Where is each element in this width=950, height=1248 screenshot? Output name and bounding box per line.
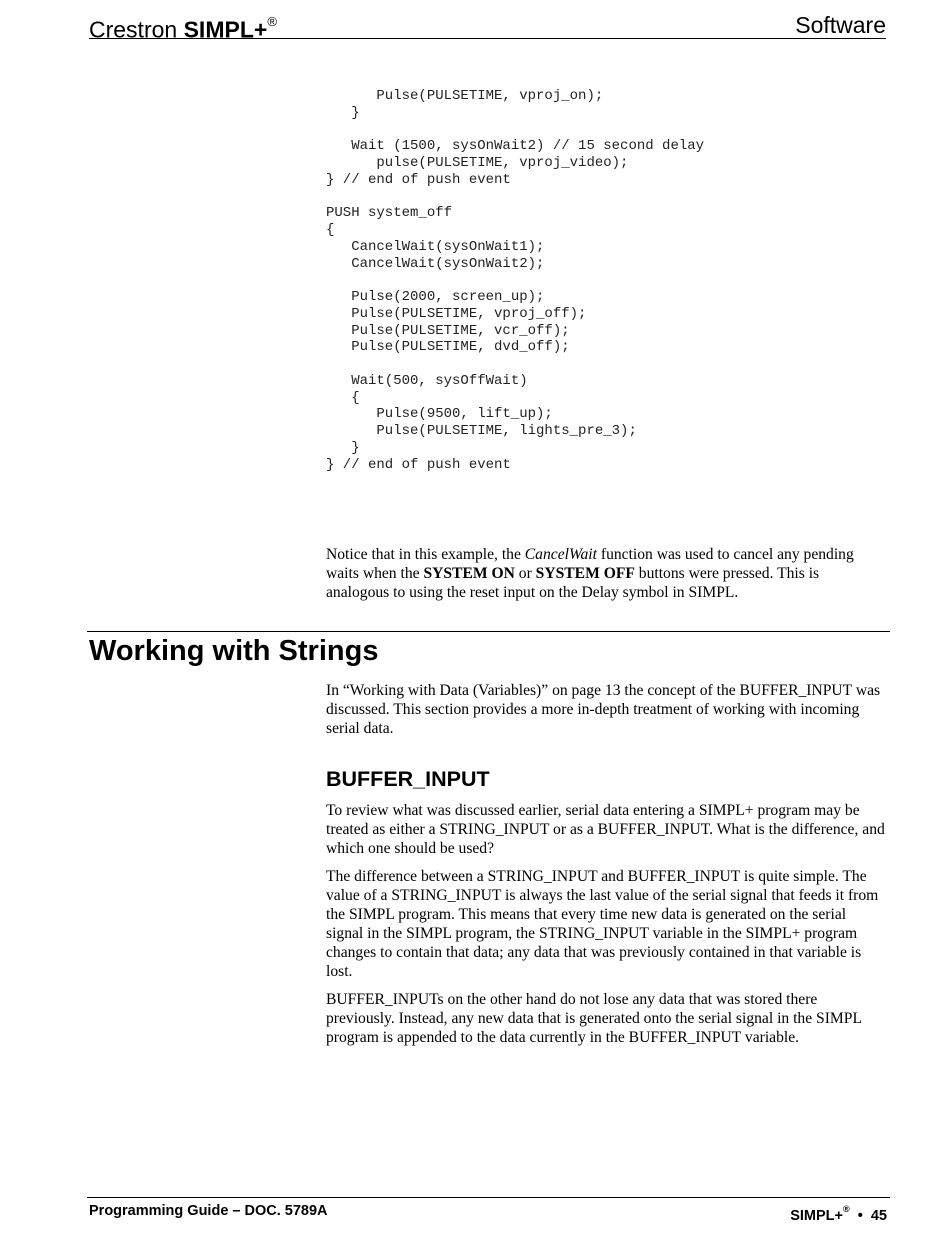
header-registered-mark: ® (267, 14, 277, 29)
footer-product: SIMPL+ (790, 1207, 844, 1224)
footer-registered-mark: ® (843, 1204, 850, 1214)
paragraph-buffer-inputs: BUFFER_INPUTs on the other hand do not lose any data that was stored there previously. Instead, any new data that is generated onto the serial signal in the SIMPL program is appended to the data currently in the BUFFER_INPUT variable. (326, 991, 862, 1046)
footer-page-info (790, 1201, 887, 1226)
page-footer (87, 1197, 890, 1224)
subsection-title: BUFFER_INPUT (326, 767, 490, 791)
paragraph-difference: The difference between a STRING_INPUT and BUFFER_INPUT is quite simple. The value of a STRING_INPUT is always the last value of the serial signal that feeds it from the SIMPL program. This means that every time new data is generated on the serial signal in the SIMPL program, the STRING_INPUT variable in the SIMPL+ program changes to contain that data; any data that was previously contained in that variable is lost. (326, 868, 879, 980)
code-listing: Pulse(PULSETIME, vproj_on); } Wait (1500, sysOnWait2) // 15 second delay pulse(PULSETIME, vproj_video); } // end of push event PUSH system_off { CancelWait(sysOnWait1); CancelWait(sysOnWait2); Pulse(2000, screen_up); Pulse(PULSETIME, vproj_off); Pulse(PULSETIME, vcr_off); Pulse(PULSETIME, dvd_off); Wait(500, sysOffWait) { Pulse(9500, lift_up); Pulse(PULSETIME, lights_pre_3); } } // end of push event (326, 88, 705, 473)
footer-bullet: • (857, 1207, 863, 1224)
page-header (89, 12, 886, 43)
section-divider (87, 631, 890, 632)
notice-paragraph (326, 545, 886, 602)
notice-button-off: SYSTEM OFF (535, 565, 635, 582)
notice-text-4: buttons were pressed. This is analogous to using the reset input on the Delay symbol in SIMPL. (326, 565, 820, 601)
notice-text-2: function was used to cancel any pending waits when the (326, 546, 854, 582)
section-title: Working with Strings (89, 635, 379, 667)
intro-paragraph: In “Working with Data (Variables)” on page 13 the concept of the BUFFER_INPUT was discussed. This section provides a more in-depth treatment of working with incoming serial data. (326, 682, 881, 737)
notice-button-on: SYSTEM ON (423, 565, 515, 582)
header-product: SIMPL+ (183, 16, 268, 43)
notice-text-1: Notice that in this example, the (326, 546, 525, 563)
header-section: Software (795, 12, 886, 38)
paragraph-review: To review what was discussed earlier, serial data entering a SIMPL+ program may be treated as either a STRING_INPUT or as a BUFFER_INPUT. What is the difference, and which one should be used? (326, 802, 885, 857)
notice-function-name: CancelWait (524, 546, 597, 563)
page-number: 45 (870, 1207, 887, 1224)
header-title (89, 12, 277, 43)
footer-doc-title: Programming Guide – DOC. 5789A (89, 1203, 328, 1219)
notice-text-3: or (514, 565, 536, 582)
header-brand: Crestron (89, 16, 178, 43)
